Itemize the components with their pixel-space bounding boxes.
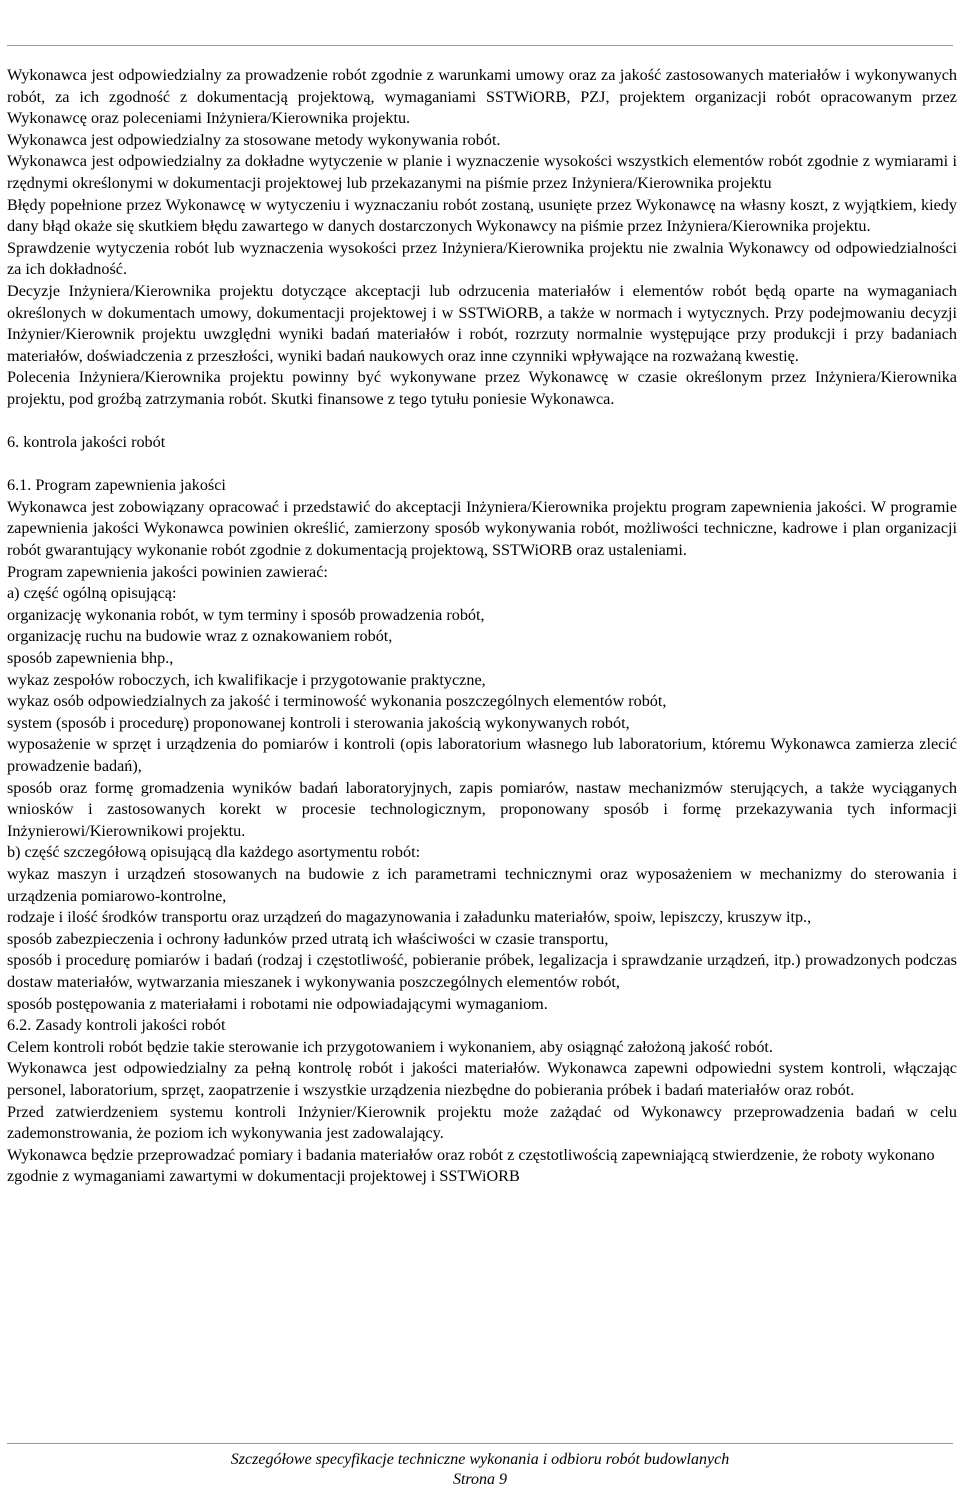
list-item: sposób i procedurę pomiarów i badań (rodzaj i częstotliwość, pobieranie próbek, legalizacja i sprawdzanie urządzeń, itp.) prowadzonych podczas dostaw materiałów, wytwarzania mieszanek i wykonywania poszczególnych elementów robót, xyxy=(7,951,957,991)
paragraph: Wykonawca będzie przeprowadzać pomiary i badania materiałów oraz robót z częstotliwością zapewniającą stwierdzenie, że roboty wykonano zgodnie z wymaganiami zawartymi w dokumentacji projektowej i SSTWiORB xyxy=(7,1145,935,1186)
footer-divider xyxy=(7,1443,953,1444)
paragraph: Przed zatwierdzeniem systemu kontroli Inżynier/Kierownik projektu może zażądać od Wykonawcy przeprowadzenia badań w celu zademonstrowania, że poziom ich wykonywania jest zadowalający. xyxy=(7,1102,957,1143)
header-company-address: Ul. Benedyktyńska 25 ; 58-405 Krzeszów xyxy=(356,19,604,35)
page-header xyxy=(0,0,960,36)
list-heading: a) część ogólną opisującą: xyxy=(7,584,177,603)
subsection-heading: 6.1. Program zapewnienia jakości xyxy=(7,476,226,495)
paragraph: Wykonawca jest zobowiązany opracować i przedstawić do akceptacji Inżyniera/Kierownika projektu program zapewnienia jakości. W programie zapewnienia jakości Wykonawca powinien określić, zamierzony sposób wykonywania robót, możliwości techniczne, kadrowe i plan organizacji robót gwarantujący wykonanie robót zgodnie z dokumentacją projektową, SSTWiORB oraz ustaleniami. xyxy=(7,497,957,560)
list-item: wykaz osób odpowiedzialnych za jakość i terminowość wykonania poszczególnych elementów robót, xyxy=(7,692,667,711)
header-divider xyxy=(7,45,953,46)
list-item: organizację wykonania robót, w tym terminy i sposób prowadzenia robót, xyxy=(7,605,485,624)
paragraph: Wykonawca jest odpowiedzialny za pełną kontrolę robót i jakości materiałów. Wykonawca zapewni odpowiedni system kontroli, włączając personel, laboratorium, sprzęt, zaopatrzenie i wszystkie urządzenia niezbędne do pobierania próbek i badań materiałów oraz robót. xyxy=(7,1059,957,1099)
paragraph: Wykonawca jest odpowiedzialny za prowadzenie robót zgodnie z warunkami umowy oraz za jakość zastosowanych materiałów i wykonywanych robót, za ich zgodność z dokumentacją projektową, wymaganiami SSTWiORB, PZJ, projektem organizacji robót opracowanym przez Wykonawcę oraz poleceniami Inżyniera/Kierownika projektu. xyxy=(7,66,957,128)
list-item: sposób oraz formę gromadzenia wyników badań laboratoryjnych, zapis pomiarów, nastaw mechanizmów sterujących, a także wyciąganych wniosków i zastosowanych korekt w procesie technologicznym, proponowany sposób i formę przekazywania tych informacji Inżynierowi/Kierownikowi projektu. xyxy=(7,778,957,840)
spacer xyxy=(7,454,957,476)
paragraph: Program zapewnienia jakości powinien zawierać: xyxy=(7,562,328,581)
list-item: wyposażenie w sprzęt i urządzenia do pomiarów i kontroli (opis laboratorium własnego lub laboratorium, któremu Wykonawca zamierza zlecić prowadzenie badań), xyxy=(7,735,957,775)
subsection-heading: 6.2. Zasady kontroli jakości robót xyxy=(7,1016,226,1035)
paragraph: Wykonawca jest odpowiedzialny za stosowane metody wykonywania robót. xyxy=(7,130,501,149)
footer-title: Szczegółowe specyfikacje techniczne wykonania i odbioru robót budowlanych xyxy=(230,1451,730,1468)
paragraph: Wykonawca jest odpowiedzialny za dokładne wytyczenie w planie i wyznaczenie wysokości wszystkich elementów robót zgodnie z wymiarami i rzędnymi określonymi w dokumentacji projektowej lub przekazanymi na piśmie przez Inżyniera/Kierownika projektu xyxy=(7,152,957,192)
page-number: Strona 9 xyxy=(452,1471,508,1488)
paragraph: Błędy popełnione przez Wykonawcę w wytyczeniu i wyznaczaniu robót zostaną, usunięte przez Wykonawcę na własny koszt, z wyjątkiem, kiedy dany błąd okaże się skutkiem błędu zawartego w danych dostarczonych Wykonawcy na piśmie przez Inżyniera/Kierownika projektu. xyxy=(7,195,957,236)
list-item: sposób postępowania z materiałami i robotami nie odpowiadającymi wymaganiom. xyxy=(7,994,548,1013)
list-item: organizację ruchu na budowie wraz z oznakowaniem robót, xyxy=(7,627,393,646)
list-heading: b) część szczegółową opisującą dla każdego asortymentu robót: xyxy=(7,843,421,862)
paragraph: Decyzje Inżyniera/Kierownika projektu dotyczące akceptacji lub odrzucenia materiałów i elementów robót będą oparte na wymaganiach określonych w dokumentach umowy, dokumentacji projektowej i w SSTWiORB, a także w normach i wytycznych. Przy podejmowaniu decyzji Inżynier/Kierownik projektu uwzględni wyniki badań materiałów i robót, rozrzuty normalnie występujące przy produkcji i przy badaniach materiałów, doświadczenia z przeszłości, wyniki badań naukowych oraz inne czynniki wpływające na rozważaną kwestię. xyxy=(7,281,957,365)
section-heading: 6. kontrola jakości robót xyxy=(7,433,166,452)
list-item: sposób zapewnienia bhp., xyxy=(7,649,174,668)
list-item: wykaz zespołów roboczych, ich kwalifikacje i przygotowanie praktyczne, xyxy=(7,670,486,689)
page-footer xyxy=(0,1450,960,1490)
list-item: sposób zabezpieczenia i ochrony ładunków przed utratą ich właściwości w czasie transportu, xyxy=(7,929,609,948)
list-item: rodzaje i ilość środków transportu oraz urządzeń do magazynowania i załadunku materiałów, spoiw, lepiszczy, kruszyw itp., xyxy=(7,908,812,927)
document-body xyxy=(7,65,957,1188)
paragraph: Sprawdzenie wytyczenia robót lub wyznaczenia wysokości przez Inżyniera/Kierownika projektu nie zwalnia Wykonawcy od odpowiedzialności za ich dokładność. xyxy=(7,238,957,279)
paragraph: Polecenia Inżyniera/Kierownika projektu powinny być wykonywane przez Wykonawcę w czasie określonym przez Inżyniera/Kierownika projektu, pod groźbą zatrzymania robót. Skutki finansowe z tego tytułu poniesie Wykonawca. xyxy=(7,368,957,408)
header-company-name: Usługi Ogólnobudowlane WILBUD xyxy=(372,1,588,17)
list-item: system (sposób i procedurę) proponowanej kontroli i sterowania jakością wykonywanych robót, xyxy=(7,713,630,732)
spacer xyxy=(7,411,957,433)
list-item: wykaz maszyn i urządzeń stosowanych na budowie z ich parametrami technicznymi oraz wyposażeniem w mechanizmy do sterowania i urządzenia pomiarowo-kontrolne, xyxy=(7,864,957,905)
paragraph: Celem kontroli robót będzie takie sterowanie ich przygotowaniem i wykonaniem, aby osiągnąć założoną jakość robót. xyxy=(7,1037,773,1056)
